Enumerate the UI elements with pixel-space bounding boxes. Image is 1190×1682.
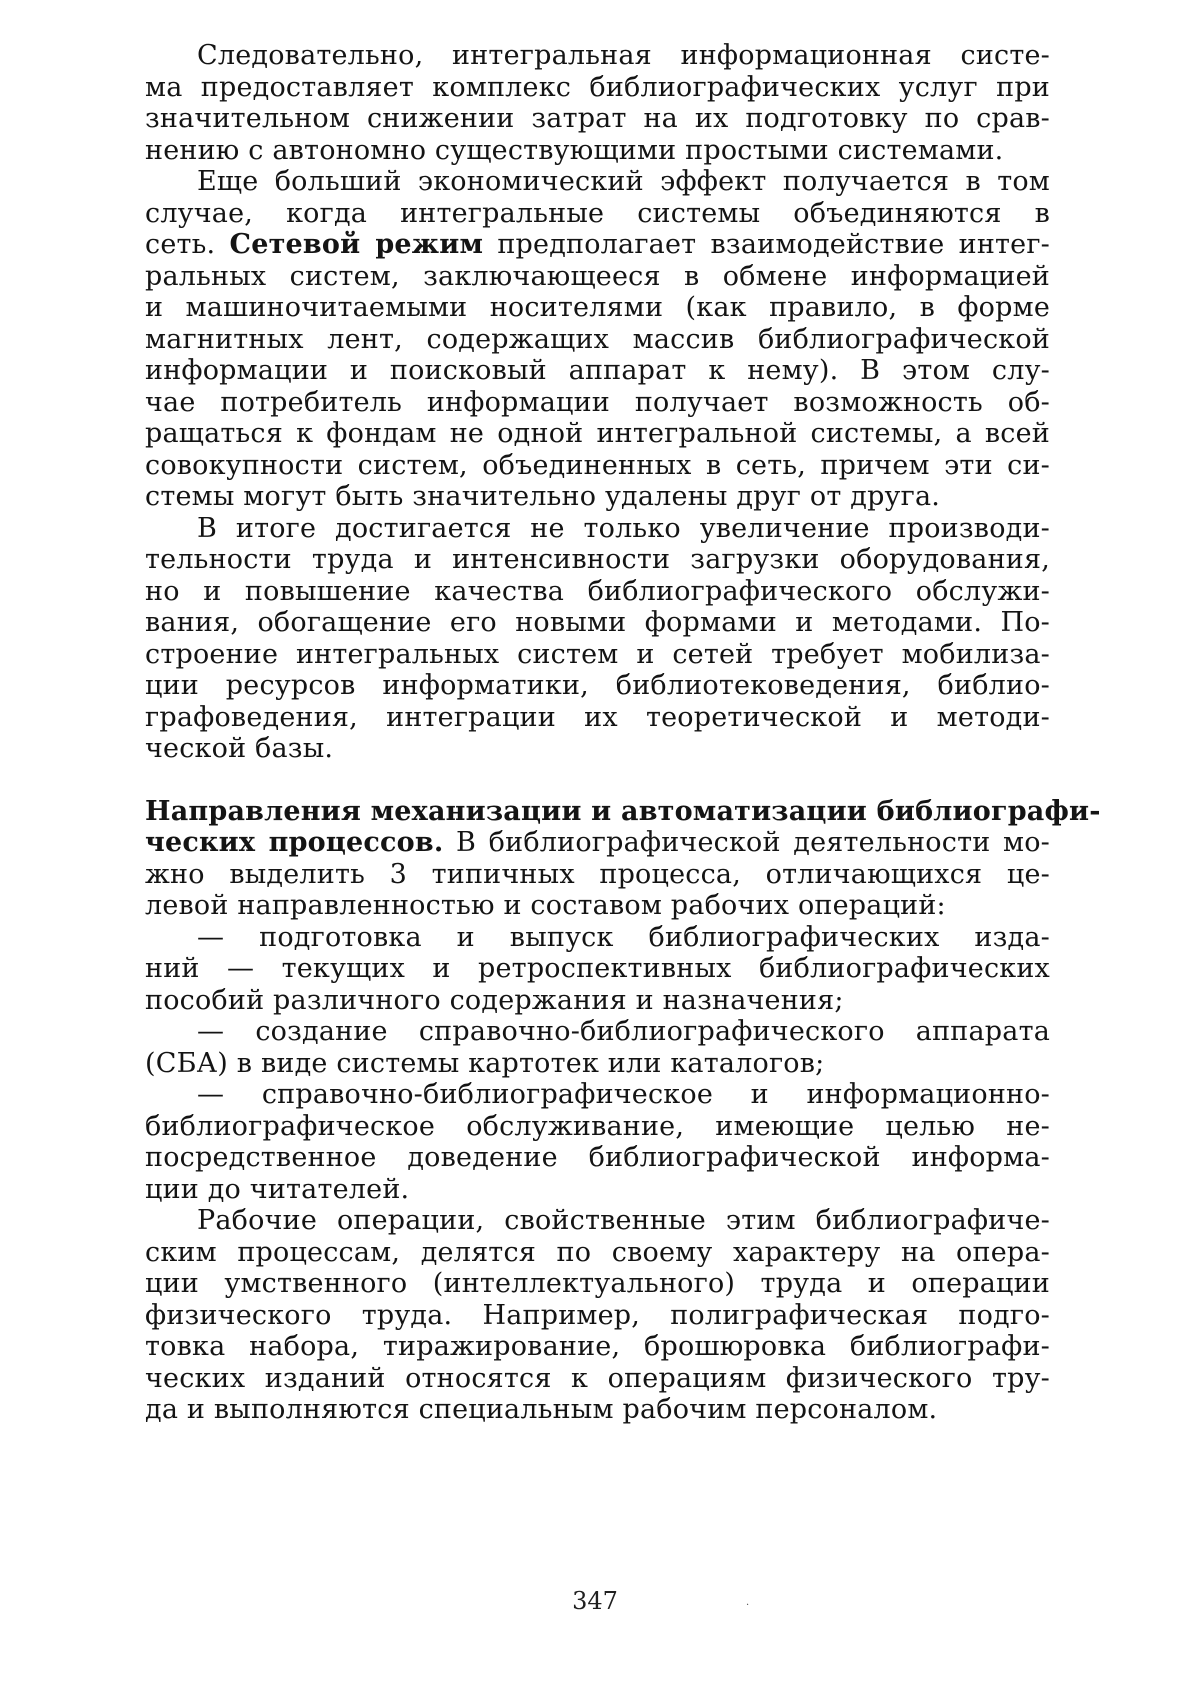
text-line: случае, когда интегральные системы объединяются в <box>145 197 1050 229</box>
text-line: тельности труда и интенсивности загрузки оборудования, <box>145 544 1050 575</box>
text-line <box>145 827 1050 859</box>
list <box>145 922 1050 1206</box>
text-line: пособий различного содержания и назначения; <box>145 984 844 1016</box>
text-line: библиографическое обслуживание, имеющие целью не- <box>145 1110 1050 1142</box>
list-item <box>145 922 1050 1017</box>
text-line: ции до читателей. <box>145 1173 410 1205</box>
text-line: жно выделить 3 типичных процесса, отличающихся це- <box>145 858 1050 890</box>
text-line: посредственное доведение библиографической информа- <box>145 1142 1050 1173</box>
list-item <box>145 1016 1050 1079</box>
text-line: В итоге достигается не только увеличение производи- <box>197 512 1050 544</box>
text-line: строение интегральных систем и сетей требует мобилиза- <box>145 638 1050 670</box>
text-line: — создание справочно-библиографического аппарата <box>197 1016 1050 1047</box>
text-line: Еще больший экономический эффект получается в том <box>197 166 1050 197</box>
text-line: — справочно-библиографическое и информационно- <box>197 1079 1050 1110</box>
text-line: совокупности систем, объединенных в сеть, причем эти си- <box>145 449 1050 481</box>
text-line: нению с автономно существующими простыми системами. <box>145 134 1004 166</box>
text-run: предполагает взаимодействие интег- <box>483 229 1050 260</box>
text-line: ний — текущих и ретроспективных библиографических <box>145 953 1050 984</box>
text-line: Следовательно, интегральная информационная систе- <box>197 40 1050 71</box>
text-run: сеть. <box>145 229 230 260</box>
paragraph-2 <box>145 166 1050 513</box>
text-line: Рабочие операции, свойственные этим библиографиче- <box>197 1205 1050 1236</box>
paragraph-1 <box>145 40 1050 166</box>
paragraph-4 <box>145 795 1101 922</box>
text-line: ции ресурсов информатики, библиотековедения, библио- <box>145 670 1050 701</box>
text-line: ческой базы. <box>145 733 334 764</box>
text-line: физического труда. Например, полиграфическая подго- <box>145 1299 1050 1331</box>
text-line: значительном снижении затрат на их подготовку по срав- <box>145 103 1050 134</box>
text-line: чае потребитель информации получает возможность об- <box>145 386 1050 418</box>
text-line: ма предоставляет комплекс библиографических услуг при <box>145 71 1050 103</box>
text-line: но и повышение качества библиографического обслужи- <box>145 575 1050 607</box>
section-gap <box>145 765 1050 796</box>
paragraph-5 <box>145 1205 1050 1426</box>
text-line: и машиночитаемыми носителями (как правило, в форме <box>145 292 1050 323</box>
page-body <box>145 40 1101 1426</box>
text-line: стемы могут быть значительно удалены друг от друга. <box>145 481 941 512</box>
text-line: ращаться к фондам не одной интегральной системы, а всей <box>145 418 1050 449</box>
text-line: ским процессам, делятся по своему характеру на опера- <box>145 1236 1050 1268</box>
term-network-mode: Сетевой режим <box>229 229 484 260</box>
section-heading-end: ческих процессов. <box>145 827 444 858</box>
text-line: ции умственного (интеллектуального) труда и операции <box>145 1268 1050 1299</box>
speck-mark: · <box>746 1600 750 1611</box>
text-line: магнитных лент, содержащих массив библиографической <box>145 323 1050 355</box>
section-heading: Направления механизации и автоматизации библиографи- <box>145 795 1101 827</box>
text-line: товка набора, тиражирование, брошюровка библиографи- <box>145 1331 1050 1362</box>
text-line: графоведения, интеграции их теоретической и методи- <box>145 701 1050 733</box>
paragraph-3 <box>145 513 1050 765</box>
text-line: да и выполняются специальным рабочим персоналом. <box>145 1394 938 1425</box>
text-line: — подготовка и выпуск библиографических изда- <box>197 921 1050 953</box>
text-line: ральных систем, заключающееся в обмене информацией <box>145 260 1050 292</box>
text-line: вания, обогащение его новыми формами и методами. По- <box>145 607 1050 638</box>
page-number: 347 <box>572 1587 618 1615</box>
list-item <box>145 1079 1050 1205</box>
text-line <box>145 229 1050 261</box>
text-line: информации и поисковый аппарат к нему). В этом слу- <box>145 355 1050 386</box>
text-line: ческих изданий относятся к операциям физического тру- <box>145 1362 1050 1394</box>
text-run: В библиографической деятельности мо- <box>443 827 1050 858</box>
text-line: левой направленностью и составом рабочих операций: <box>145 890 946 921</box>
text-line: (СБА) в виде системы картотек или каталогов; <box>145 1047 825 1079</box>
